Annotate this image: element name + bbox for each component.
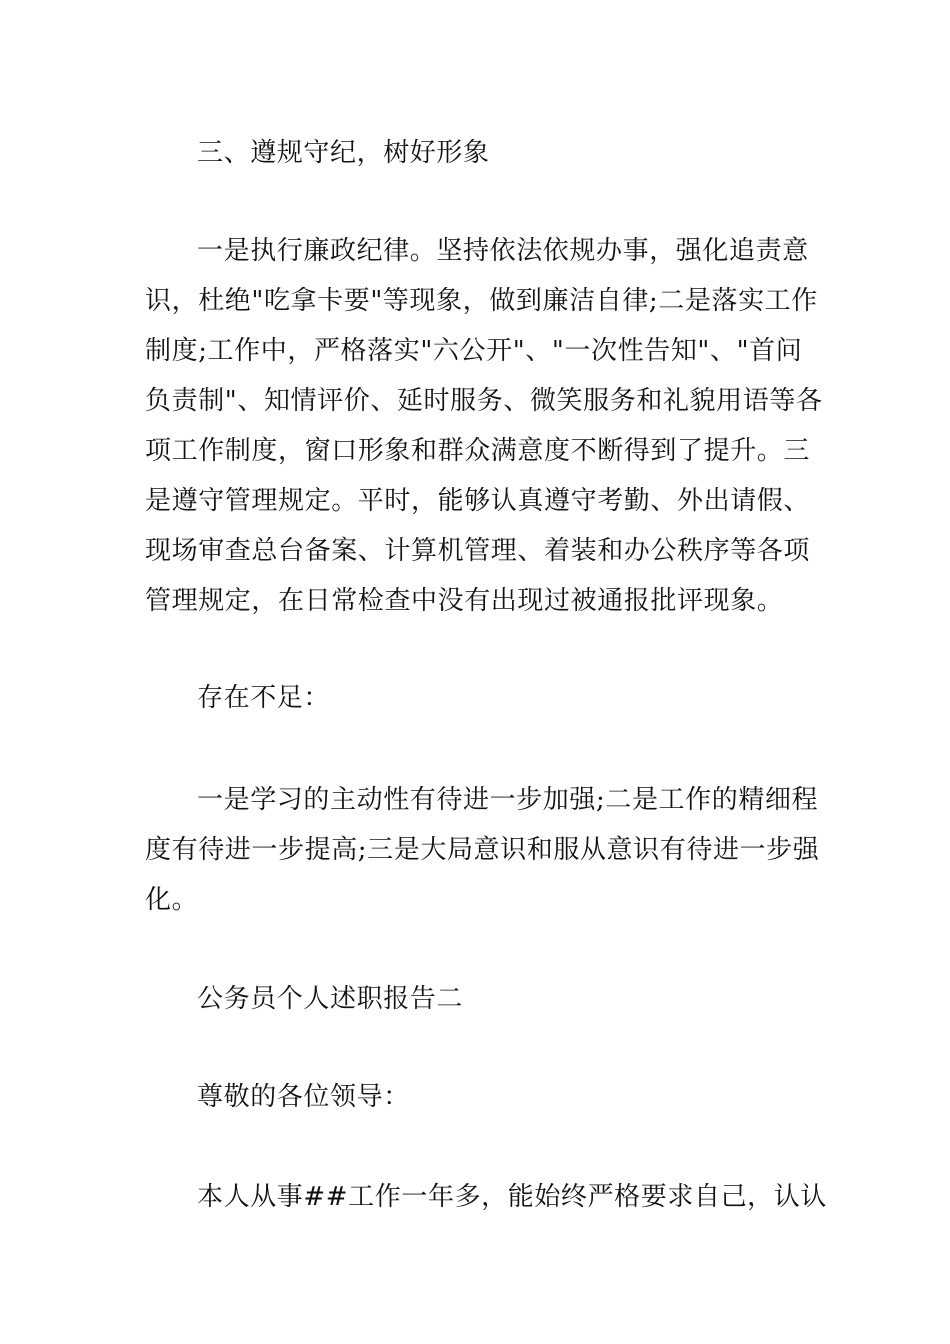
paragraph-line: 制度;工作中，严格落实"六公开"、"一次性告知"、"首问	[145, 336, 803, 366]
report-title-text: 公务员个人述职报告二	[197, 984, 464, 1014]
section-heading-text: 三、遵规守纪，树好形象	[197, 138, 490, 168]
paragraph-line: 识，杜绝"吃拿卡要"等现象，做到廉洁自律;二是落实工作	[145, 286, 818, 316]
paragraph-line: 现场审查总台备案、计算机管理、着装和办公秩序等各项	[145, 536, 811, 566]
paragraph-line: 管理规定，在日常检查中没有出现过被通报批评现象。	[145, 586, 784, 616]
salutation-text: 尊敬的各位领导：	[197, 1082, 410, 1112]
shortcomings-paragraph	[145, 775, 820, 925]
shortcomings-heading-text: 存在不足：	[197, 683, 331, 713]
discipline-paragraph	[145, 226, 823, 626]
paragraph-line: 化。	[145, 885, 199, 915]
shortcomings-heading	[145, 673, 807, 723]
paragraph-line: 项工作制度，窗口形象和群众满意度不断得到了提升。三	[145, 436, 811, 466]
paragraph-line: 负责制"、知情评价、延时服务、微笑服务和礼貌用语等各	[145, 386, 823, 416]
paragraph-line: 一是执行廉政纪律。坚持依法依规办事，强化追责意	[197, 236, 809, 266]
paragraph-line: 一是学习的主动性有待进一步加强;二是工作的精细程	[197, 785, 819, 815]
report-two-title	[145, 974, 807, 1024]
paragraph-line: 本人从事##工作一年多，能始终严格要求自己，认认	[197, 1182, 827, 1212]
salutation	[145, 1072, 807, 1122]
section-heading-three	[145, 128, 807, 178]
paragraph-line: 度有待进一步提高;三是大局意识和服从意识有待进一步强	[145, 835, 820, 865]
paragraph-line: 是遵守管理规定。平时，能够认真遵守考勤、外出请假、	[145, 486, 811, 516]
opening-paragraph	[145, 1172, 827, 1222]
